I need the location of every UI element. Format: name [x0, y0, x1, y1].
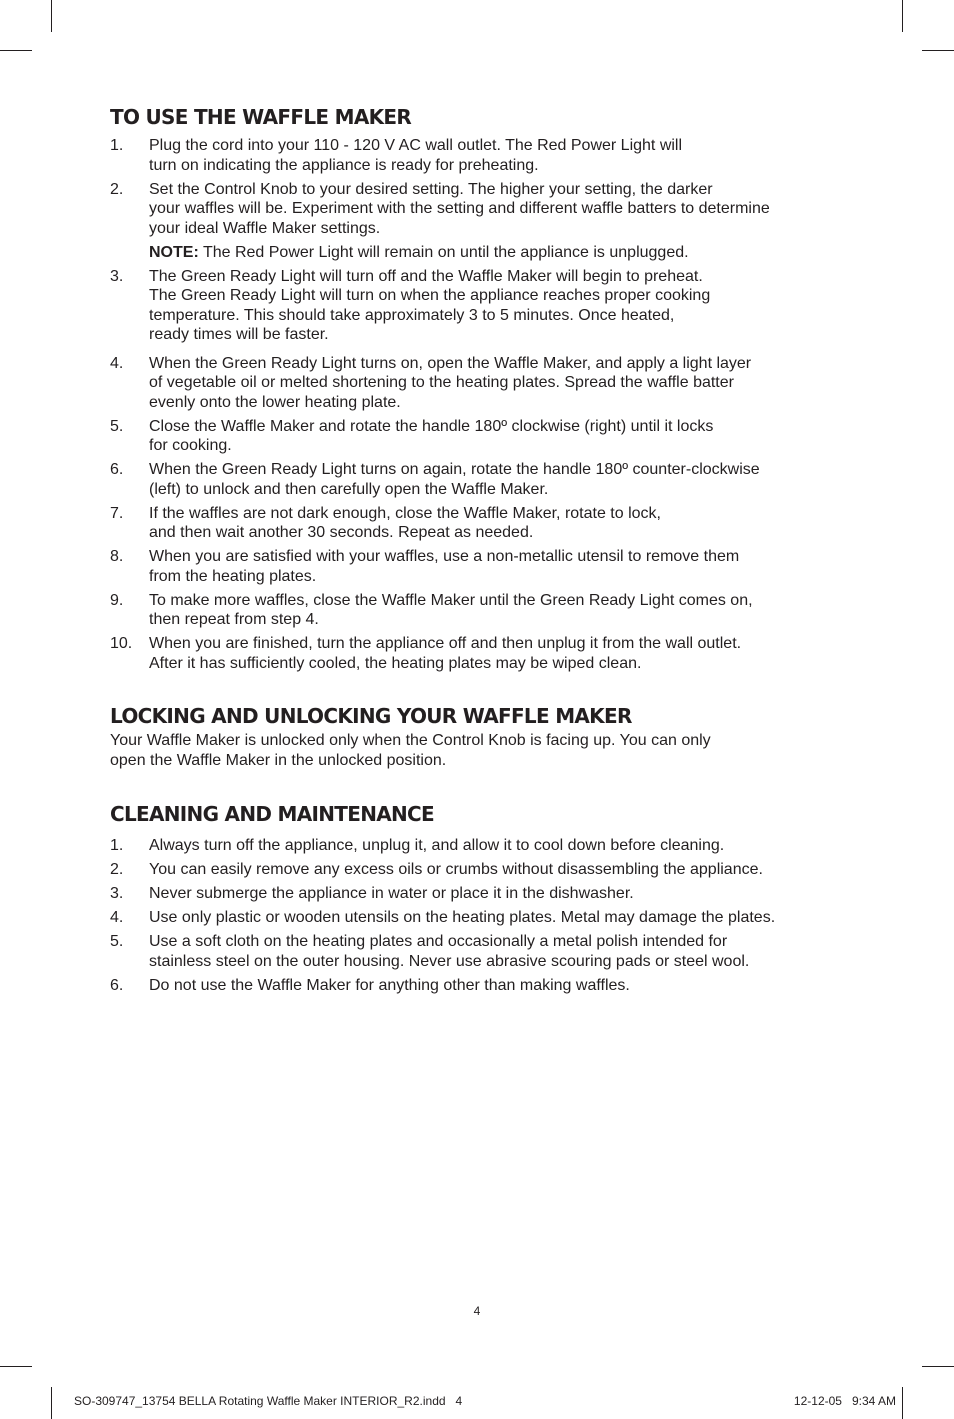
- cleaning-steps-list: [110, 836, 845, 995]
- slug-datetime: 12-12-05 9:34 AM: [793, 1394, 896, 1408]
- list-item: [110, 591, 845, 630]
- step-text: If the waffles are not dark enough, close the Waffle Maker, rotate to lock, and then wait another 30 seconds. Repeat as needed.: [149, 504, 661, 541]
- crop-mark-bottom-left-horizontal: [0, 1366, 32, 1367]
- step-number: 5.: [110, 417, 124, 435]
- step-text: You can easily remove any excess oils or crumbs without disassembling the appliance.: [149, 861, 763, 878]
- step-number: 8.: [110, 548, 124, 565]
- step-text: Always turn off the appliance, unplug it, and allow it to cool down before cleaning.: [149, 837, 725, 854]
- step-number: 1.: [110, 137, 124, 154]
- page-content: [110, 104, 845, 1000]
- crop-mark-top-left-horizontal: [0, 50, 32, 51]
- list-item: [110, 976, 845, 996]
- section-locking: [110, 703, 845, 771]
- step-number: 3.: [110, 885, 124, 902]
- step-text: Set the Control Knob to your desired setting. The higher your setting, the darker your waffles will be. Experiment with the setting and different waffle batters to determine your ideal Waffle Maker settings.: [149, 180, 770, 237]
- step-text: When you are satisfied with your waffles, use a non-metallic utensil to remove them from the heating plates.: [149, 548, 740, 585]
- crop-mark-top-right-horizontal: [922, 50, 954, 51]
- step-number: 9.: [110, 591, 124, 609]
- list-item: [110, 267, 845, 345]
- crop-mark-bottom-left-vertical: [51, 1387, 52, 1419]
- step-number: 2.: [110, 180, 124, 198]
- step-number: 3.: [110, 267, 124, 285]
- list-item: [110, 460, 845, 499]
- list-item: [110, 932, 845, 971]
- section-use-waffle-maker: [110, 104, 845, 673]
- section-cleaning: [110, 801, 845, 995]
- note-text: The Red Power Light will remain on until the appliance is unplugged.: [198, 243, 689, 261]
- crop-mark-bottom-right-vertical: [902, 1387, 903, 1419]
- step-text: Use a soft cloth on the heating plates and occasionally a metal polish intended for stainless steel on the outer housing. Never use abrasive scouring pads or steel wool.: [149, 933, 750, 970]
- use-steps-list-continued: [110, 267, 845, 674]
- step-text: When the Green Ready Light turns on again, rotate the handle 180º counter-clockwise (left) to unlock and then carefully open the Waffle Maker.: [149, 461, 760, 498]
- list-item: [110, 504, 845, 543]
- step-text: The Green Ready Light will turn off and the Waffle Maker will begin to preheat. The Green Ready Light will turn on when the appliance reaches proper cooking temperature. This should take approximately 3 to 5 minutes. Once heated, ready times will be faster.: [149, 267, 711, 343]
- list-item: [110, 547, 845, 586]
- step-number: 6.: [110, 976, 124, 994]
- note-label: NOTE:: [149, 243, 199, 261]
- step-number: 4.: [110, 909, 124, 926]
- step-text: Never submerge the appliance in water or place it in the dishwasher.: [149, 885, 634, 902]
- list-item: [110, 634, 845, 673]
- step-number: 1.: [110, 837, 124, 854]
- step-number: 5.: [110, 933, 124, 950]
- locking-paragraph: Your Waffle Maker is unlocked only when the Control Knob is facing up. You can only open the Waffle Maker in the unlocked position.: [110, 732, 711, 769]
- step-text: When the Green Ready Light turns on, open the Waffle Maker, and apply a light layer of vegetable oil or melted shortening to the heating plates. Spread the waffle batter evenly onto the lower heating plate.: [149, 354, 752, 411]
- list-item: [110, 354, 845, 413]
- step-number: 7.: [110, 504, 124, 522]
- section-heading-locking: LOCKING AND UNLOCKING YOUR WAFFLE MAKER: [110, 704, 632, 728]
- crop-mark-bottom-right-horizontal: [922, 1366, 954, 1367]
- list-item: [110, 417, 845, 456]
- step-number: 2.: [110, 861, 124, 878]
- step-text: Plug the cord into your 110 - 120 V AC wall outlet. The Red Power Light will turn on indicating the appliance is ready for preheating.: [149, 137, 683, 174]
- crop-mark-top-right-vertical: [902, 0, 903, 32]
- step-text: Close the Waffle Maker and rotate the handle 180º clockwise (right) until it locks for cooking.: [149, 417, 714, 454]
- slug-file-info: SO-309747_13754 BELLA Rotating Waffle Maker INTERIOR_R2.indd 4: [74, 1394, 463, 1408]
- step-number: 6.: [110, 461, 124, 478]
- step-text: Use only plastic or wooden utensils on the heating plates. Metal may damage the plates.: [149, 909, 776, 926]
- use-steps-list: [110, 136, 845, 238]
- step-number: 4.: [110, 354, 124, 372]
- list-item: [110, 180, 845, 239]
- page-number: 4: [473, 1304, 481, 1318]
- step-text: When you are finished, turn the appliance off and then unplug it from the wall outlet. After it has sufficiently cooled, the heating plates may be wiped clean.: [149, 635, 742, 672]
- list-item: [110, 860, 845, 880]
- list-item: [110, 136, 845, 175]
- list-item: [110, 908, 845, 928]
- section-heading-cleaning: CLEANING AND MAINTENANCE: [110, 802, 435, 826]
- section-heading-use: TO USE THE WAFFLE MAKER: [110, 105, 412, 129]
- list-item: [110, 884, 845, 904]
- step-text: Do not use the Waffle Maker for anything other than making waffles.: [149, 976, 630, 994]
- step-number: 10.: [110, 635, 133, 652]
- crop-mark-top-left-vertical: [51, 0, 52, 32]
- note: [110, 243, 845, 263]
- list-item: [110, 836, 845, 856]
- step-text: To make more waffles, close the Waffle Maker until the Green Ready Light comes on, then repeat from step 4.: [149, 591, 753, 628]
